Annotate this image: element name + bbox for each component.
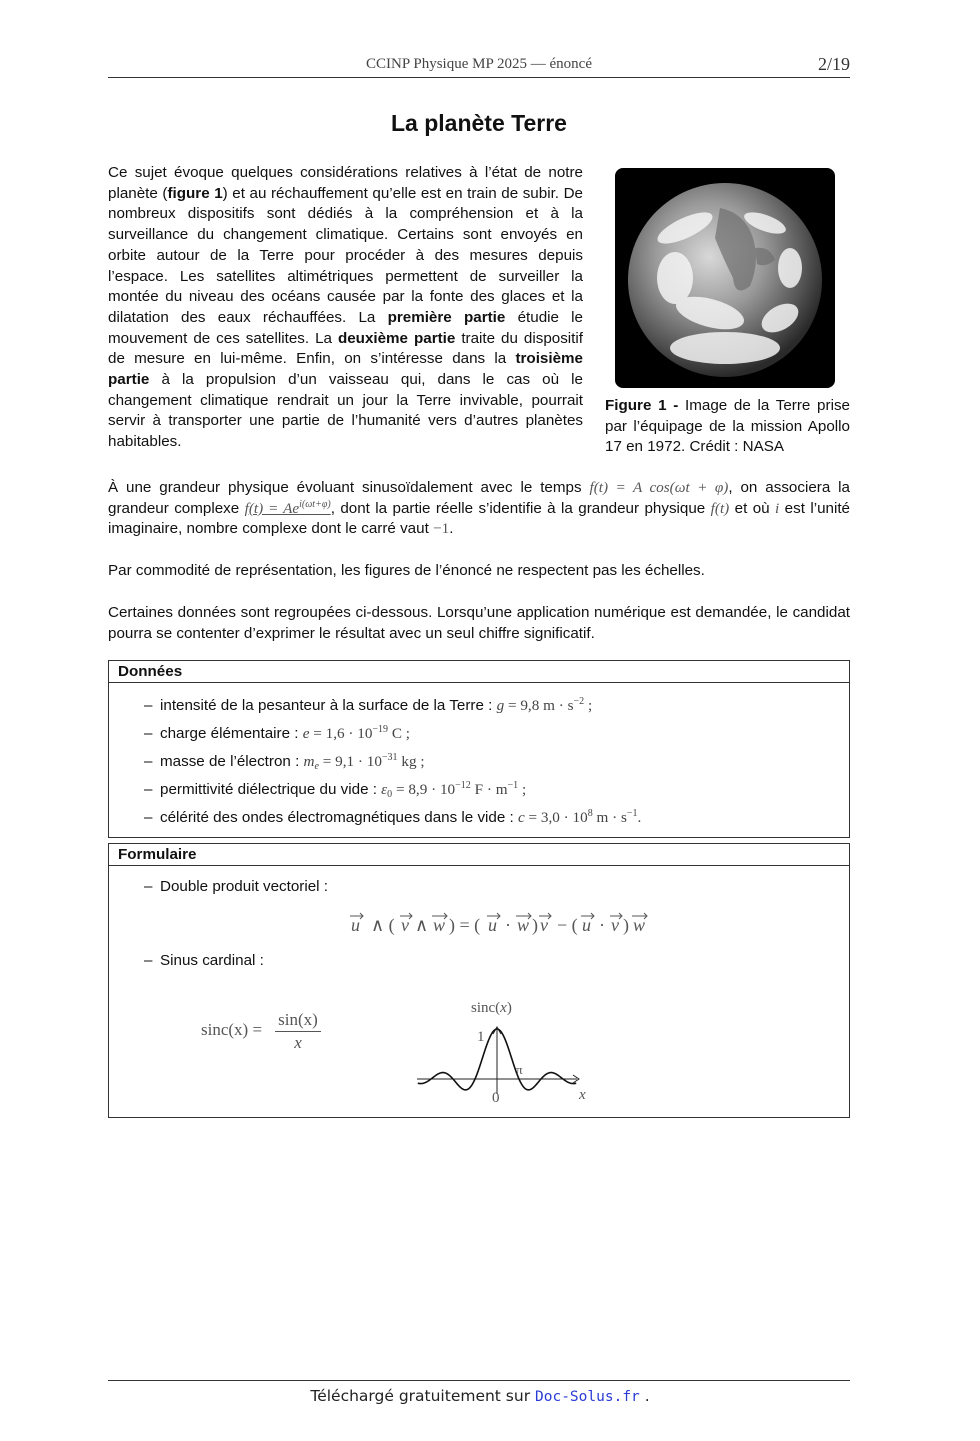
value: = 8,9 · 10: [392, 781, 456, 798]
math-cos-expression: f(t) = A cos(ωt + φ): [589, 479, 729, 496]
donnees-heading: Données: [109, 661, 849, 683]
item-symbol: c: [517, 809, 525, 826]
item-label: intensité de la pesanteur à la surface de la Terre :: [160, 697, 497, 714]
tick-one: 1: [477, 1029, 485, 1045]
vector-triple-product-formula: [349, 906, 669, 940]
item-value: [525, 809, 642, 826]
item-value: [504, 697, 592, 714]
svg-text:u: u: [488, 915, 497, 935]
exponent: −1: [507, 780, 519, 791]
sinc-graph: [409, 994, 609, 1109]
sinc-definition: [201, 1020, 262, 1040]
unit: F · m: [470, 781, 508, 798]
y-axis-label: sinc(x): [471, 1000, 512, 1016]
intro-text: Ce sujet évoque quelques considérations relatives à l’état de notre planète (: [108, 164, 583, 202]
item-label: charge élémentaire :: [160, 725, 303, 742]
formulaire-heading: Formulaire: [109, 844, 849, 866]
intro-text: étudie le mouvement de ces satellites. La: [108, 308, 584, 347]
sinc-denominator: x: [294, 1033, 302, 1052]
item-label: masse de l’électron :: [160, 753, 304, 770]
svg-text:): ): [623, 915, 629, 935]
svg-text:·: ·: [505, 915, 511, 935]
math-f-of-t: f(t): [710, 499, 730, 517]
item-subscript: e: [314, 761, 319, 772]
svg-text:u: u: [351, 915, 360, 935]
tick-zero: 0: [492, 1090, 500, 1106]
list-item: [144, 692, 849, 720]
svg-text:w: w: [633, 915, 646, 935]
sinc-fraction: [275, 1009, 321, 1054]
complex-notation-paragraph: [108, 478, 850, 540]
item-symbol: ε: [381, 781, 388, 798]
intro-text: traite du dispositif de mesure en lui-même. Enfin, on s’intéresse dans la: [108, 329, 583, 368]
value: = 9,8 m · s: [504, 697, 574, 714]
text: et où: [729, 499, 776, 517]
svg-text:w: w: [433, 915, 446, 935]
part-three-label: troisième partie: [108, 350, 583, 389]
item-label: célérité des ondes électromagnétiques dans le vide :: [160, 809, 518, 826]
end: ;: [584, 697, 593, 714]
footer-rule: [108, 1380, 850, 1381]
exponent: −1: [626, 808, 638, 819]
formulaire-list: [109, 866, 849, 901]
math-i: i: [775, 499, 780, 517]
value: = 9,1 · 10: [318, 753, 382, 770]
list-item-double-product: – Double produit vectoriel :: [144, 873, 849, 901]
figure-caption-text: Image de la Terre prise par l’équipage de la mission Apollo 17 en 1972. Crédit : NASA: [605, 397, 850, 456]
end: ;: [402, 725, 411, 742]
exponent: −12: [455, 780, 471, 791]
figure-reference: figure 1: [167, 184, 223, 202]
text: .: [449, 520, 454, 538]
figure-caption: [605, 396, 850, 458]
text: À une grandeur physique évoluant sinusoïdalement avec le temps: [108, 479, 590, 496]
item-subscript: 0: [387, 789, 393, 800]
item-label: permittivité diélectrique du vide :: [160, 781, 382, 798]
formulaire-box: [108, 843, 850, 1118]
math-complex-base: f(t) = Ae: [244, 499, 300, 517]
math-minus-one: −1: [433, 520, 450, 538]
intro-paragraph: [108, 163, 583, 453]
svg-text:u: u: [582, 915, 591, 935]
svg-text:− (: − (: [557, 915, 578, 935]
exponent: 8: [587, 808, 593, 819]
exponent: −19: [372, 724, 389, 735]
footer-end: .: [639, 1387, 650, 1405]
svg-text:∧: ∧: [415, 915, 429, 935]
unit: m · s: [592, 809, 627, 826]
donnees-list: [109, 683, 849, 832]
footer: [0, 1387, 960, 1405]
end: ;: [518, 781, 527, 798]
part-one-label: première partie: [387, 308, 506, 326]
sinc-numerator: sin(x): [275, 1009, 321, 1032]
svg-text:w: w: [517, 915, 530, 935]
page-header: [108, 54, 850, 78]
math-complex-expression: [245, 500, 331, 517]
exponent: −2: [573, 696, 585, 707]
text: , dont la partie réelle s’identifie à la grandeur physique: [330, 499, 711, 517]
list-item-sinc: – Sinus cardinal :: [144, 947, 264, 975]
footer-text: Téléchargé gratuitement sur: [310, 1387, 536, 1405]
data-paragraph: Certaines données sont regroupées ci-dessous. Lorsqu’une application numérique est demandée, le candidat pourra se contenter d’exprimer le résultat avec un seul chiffre significatif.: [108, 604, 850, 642]
item-symbol: m: [303, 753, 315, 770]
value: = 3,0 · 10: [524, 809, 588, 826]
text: est l’unité imaginaire, nombre complexe dont le carré vaut: [108, 499, 851, 538]
svg-text:∧ (: ∧ (: [371, 915, 395, 935]
earth-image: [615, 168, 835, 388]
figure-label: Figure 1 -: [605, 397, 679, 414]
value: = 1,6 · 10: [309, 725, 373, 742]
doc-solus-link[interactable]: Doc-Solus.fr: [535, 1389, 640, 1405]
exponent: −31: [381, 752, 398, 763]
list-item: [144, 748, 849, 776]
end: .: [637, 809, 642, 826]
text: , on associera la grandeur complexe: [108, 479, 850, 517]
item-value: [319, 753, 425, 770]
item-value: [309, 725, 410, 742]
svg-text:·: ·: [599, 915, 605, 935]
end: ;: [416, 753, 425, 770]
x-axis-label: x: [579, 1087, 586, 1103]
item-symbol: g: [496, 697, 505, 714]
formulaire-list-2: [109, 947, 264, 975]
page-title: La planète Terre: [391, 110, 567, 136]
sinc-lhs: sinc(x) =: [201, 1020, 263, 1039]
donnees-box: [108, 660, 850, 838]
intro-text: à la propulsion d’un vaisseau qui, dans le cas où le changement climatique rendrait un jour la Terre invivable, pourrait servir à transporter une partie de l’humanité vers d’autres planètes habitables.: [108, 371, 583, 451]
math-complex-exponent: i(ωt+φ): [299, 498, 331, 510]
svg-text:v: v: [401, 915, 409, 935]
tick-pi: π: [516, 1062, 523, 1077]
unit: C: [388, 725, 402, 742]
unit: kg: [397, 753, 417, 770]
part-two-label: deuxième partie: [337, 329, 456, 347]
svg-text:v: v: [540, 915, 548, 935]
item-value: [392, 781, 526, 798]
item-symbol: e: [302, 725, 310, 742]
list-item: [144, 720, 849, 748]
page-number: 2/19: [817, 54, 850, 74]
svg-text:v: v: [611, 915, 619, 935]
svg-text:): ): [532, 915, 538, 935]
header-title: CCINP Physique MP 2025 — énoncé: [366, 56, 592, 72]
list-item: [144, 776, 849, 804]
scale-paragraph: Par commodité de représentation, les figures de l’énoncé ne respectent pas les échelles.: [108, 562, 705, 579]
list-item: [144, 804, 849, 832]
svg-text:) = (: ) = (: [449, 915, 481, 935]
intro-text: ) et au réchauffement qu’elle est en train de subir. De nombreux dispositifs sont dédiés à la compréhension et à la surveillance du changement climatique. Certains sont envoyés en orbite autour de la Terre pour procéder à des mesures depuis l’espace. Les satellites altimétriques permettent de surveiller la montée du niveau des océans causée par la fonte des glaces et la dilatation des eaux réchauffées. La: [108, 184, 584, 326]
